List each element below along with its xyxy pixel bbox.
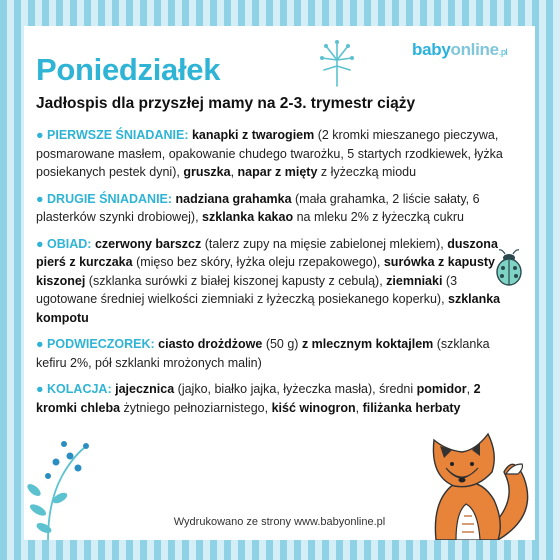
brand-logo	[412, 40, 507, 60]
bullet-icon: ●	[36, 128, 48, 142]
meal-item	[36, 380, 506, 417]
dish-name: duszona pierś z kurczaka	[36, 236, 498, 269]
dish-name: czerwony barszcz	[94, 236, 202, 251]
page-subtitle: Jadłospis dla przyszłej mamy na 2-3. trymestr ciąży	[36, 95, 416, 112]
bullet-icon: ●	[36, 191, 48, 206]
dish-description: (50 g)	[262, 337, 302, 351]
dish-description: (2 kromki mieszanego pieczywa, posmarowane masłem, opakowanie chudego twarożku, 5 startych rzodkiewek, łyżka posiekanych pestek dyni),	[36, 128, 503, 179]
dish-description: (mała grahamka, 2 liście sałaty, 6 plasterków szynki drobiowej),	[36, 191, 480, 224]
dish-name: ciasto drożdżowe	[158, 337, 263, 351]
dish-description: żytniego pełnoziarnistego,	[120, 400, 272, 415]
meal-label: PODWIECZOREK:	[47, 337, 155, 351]
meal-item	[36, 235, 506, 328]
bullet-icon: ●	[36, 382, 48, 396]
dish-name: kiść winogron	[271, 400, 356, 415]
dish-name: filiżanka herbaty	[362, 400, 461, 415]
meal-label: DRUGIE ŚNIADANIE:	[47, 191, 173, 206]
dish-name: gruszka	[183, 165, 231, 179]
dish-description: z łyżeczką miodu	[317, 165, 417, 179]
meal-item	[36, 190, 506, 227]
dish-name: surówka z kapusty kiszonej	[36, 255, 496, 288]
dish-name: z mlecznym koktajlem	[301, 337, 434, 351]
meal-item	[36, 126, 506, 182]
ladybug-icon	[492, 248, 526, 288]
dish-description: (szklanka surówki z białej kiszonej kapusty z cebulą),	[85, 273, 387, 288]
meal-list	[36, 126, 506, 425]
dish-description: ,	[466, 382, 474, 396]
dish-name: jajecznica	[115, 382, 175, 396]
dish-name: kanapki z twarogiem	[191, 128, 315, 142]
footer-note: Wydrukowano ze strony www.babyonline.pl	[173, 516, 386, 528]
dish-name: ziemniaki	[386, 273, 443, 288]
meal-label: OBIAD:	[47, 236, 92, 251]
dish-description: na mleku 2% z łyżeczką cukru	[293, 210, 464, 224]
dish-description: ,	[230, 165, 238, 179]
brand-part-3: .pl	[498, 47, 508, 57]
dish-name: pomidor	[416, 382, 467, 396]
meal-item	[36, 335, 506, 372]
dish-description: ,	[355, 400, 363, 415]
meal-label: KOLACJA:	[47, 382, 112, 396]
menu-card	[24, 26, 535, 540]
meal-label: PIERWSZE ŚNIADANIE:	[47, 128, 189, 142]
dish-name: 2 kromki chleba	[36, 382, 481, 415]
dish-description: (3 ugotowane średniej wielkości ziemniaki z łyżeczką posiekanego koperku),	[36, 273, 458, 306]
dish-name: napar z mięty	[237, 165, 318, 179]
dish-description: (jajko, białko jajka, łyżeczka masła), średni	[174, 382, 417, 396]
brand-part-2: online	[450, 40, 499, 59]
dish-description: (mięso bez skóry, łyżka oleju rzepakowego),	[132, 255, 384, 269]
dish-description: (talerz zupy na mięsie zabielonej mlekiem),	[201, 236, 448, 251]
brand-part-1: baby	[412, 40, 451, 59]
dandelion-icon	[316, 38, 358, 88]
dish-description: (szklanka kefiru 2%, pół szklanki mrożonych malin)	[36, 337, 490, 370]
bullet-icon: ●	[36, 236, 48, 251]
dish-name: szklanka kakao	[202, 210, 294, 224]
dish-name: szklanka kompotu	[36, 292, 501, 325]
bullet-icon: ●	[36, 337, 48, 351]
page-title: Poniedziałek	[36, 52, 221, 87]
dish-name: nadziana grahamka	[175, 191, 292, 206]
